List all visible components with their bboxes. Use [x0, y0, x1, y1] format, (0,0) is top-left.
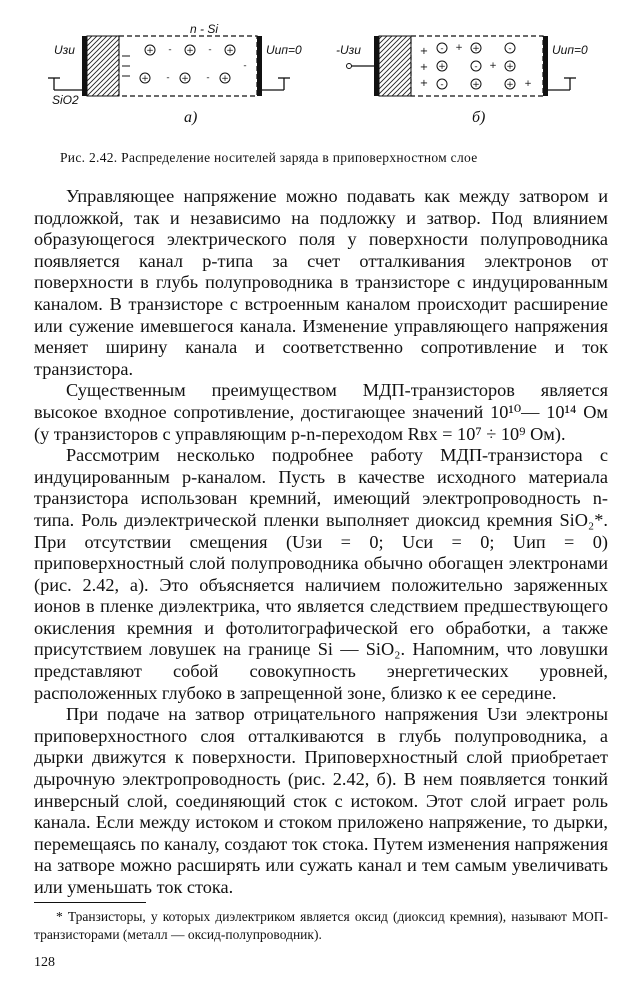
page-number: 128: [34, 955, 55, 970]
svg-text:+: +: [419, 62, 429, 73]
substrate-electrode-b: [543, 36, 548, 96]
svg-text:+: +: [146, 46, 154, 56]
svg-text:+: +: [506, 80, 514, 90]
substrate-voltage-label-b: Uип=0: [552, 43, 588, 57]
svg-text:+: +: [419, 46, 429, 57]
svg-text:+: +: [186, 46, 194, 56]
footnote: * Транзисторы, у которых диэлектриком является оксид (диоксид кремния), называют МОП-транзисторами (металл — оксид-полупроводник).: [34, 909, 608, 942]
svg-text:+: +: [489, 61, 497, 71]
svg-text:-: -: [206, 73, 210, 83]
gate-electrode-b: [374, 36, 379, 96]
paragraph: Рассмотрим несколько подробнее работу МДП-транзистора с индуцированным p-каналом. Пусть в качестве исходного материала транзистора использован кремний, имеющий электропроводность n-типа. Роль диэлектрической пленки выполняет диоксид кремния SiO₂*. При отсутствии смещения (Uзи = 0; Uси = 0; Uип = 0) приповерхностный слой полупроводника обычно обогащен электронами (рис. 2.42, а). Это объясняется наличием положительно заряженных ионов в пленке диэлектрика, что является следствием предшествующего окисления кремния и фотолитографической его обработки, а также присутствием ловушек на границе Si — SiO₂. Напомним, что ловушки представляют собой совокупность энергетических уровней, расположенных глубоко в запрещенной зоне, близко к ее середине.: [34, 445, 608, 703]
diagram-a: [48, 22, 302, 126]
subfigure-label-b: б): [472, 109, 486, 126]
svg-text:+: +: [181, 74, 189, 84]
oxide-label: SiO2: [52, 93, 79, 107]
material-label: n - Si: [190, 22, 219, 36]
svg-text:+: +: [506, 62, 514, 72]
diagram-b: [336, 36, 588, 126]
svg-text:+: +: [455, 43, 463, 53]
svg-text:-: -: [474, 62, 478, 72]
gate-voltage-label-b: -Uзи: [336, 43, 361, 57]
figure-caption: Рис. 2.42. Распределение носителей заряда в приповерхностном слое: [60, 150, 478, 165]
svg-text:-: -: [166, 73, 170, 83]
paragraph: Управляющее напряжение можно подавать как между затвором и подложкой, так и независимо на подложку и затвор. Под влиянием образующегося электрического поля у поверхности полупроводника появляется канал p-типа за счет отталкивания электронов от поверхности в глубь полупроводника в транзисторе с индуцированным каналом. В транзисторе с встроенным каналом происходит расширение или сужение имевшегося канала. Изменение управляющего напряжения меняет ширину канала и соответственно сопротивление и ток транзистора.: [34, 186, 608, 379]
svg-text:-: -: [243, 61, 247, 71]
svg-text:+: +: [141, 74, 149, 84]
svg-text:-: -: [508, 44, 512, 54]
figure-2-42: [40, 8, 600, 138]
gate-electrode-a: [82, 36, 87, 96]
oxide-layer-b: [379, 36, 411, 96]
svg-text:+: +: [226, 46, 234, 56]
svg-text:+: +: [472, 44, 480, 54]
svg-text:-: -: [168, 45, 172, 55]
footnote-divider: [34, 902, 146, 903]
svg-text:+: +: [438, 62, 446, 72]
substrate-voltage-label-a: Uип=0: [266, 43, 302, 57]
svg-text:+: +: [221, 74, 229, 84]
svg-text:+: +: [472, 80, 480, 90]
svg-text:-: -: [208, 45, 212, 55]
substrate-electrode-a: [257, 36, 262, 96]
gate-voltage-label-a: Uзи: [54, 43, 75, 57]
paragraph: Существенным преимуществом МДП-транзисторов является высокое входное сопротивление, достигающее значений 10¹⁰— 10¹⁴ Ом (у транзисторов с управляющим p-n-переходом Rвх = 10⁷ ÷ 10⁹ Ом).: [34, 380, 608, 444]
body-text: [34, 186, 608, 899]
subfigure-label-a: а): [184, 109, 198, 126]
oxide-layer-a: [87, 36, 119, 96]
paragraph: При подаче на затвор отрицательного напряжения Uзи электроны приповерхностного слоя отталкиваются в глубь полупроводника, а дырки движутся к поверхности. Приповерхностный слой приобретает дырочную электропроводность (рис. 2.42, б). В нем появляется тонкий инверсный слой, соединяющий сток с истоком. Этот слой играет роль канала. Если между истоком и стоком приложено напряжение, то дырки, перемещаясь по каналу, создают ток стока. Путем изменения напряжения на затворе можно расширять или сужать канал и тем самым увеличивать или уменьшать ток стока.: [34, 704, 608, 897]
svg-text:+: +: [419, 78, 429, 89]
svg-text:-: -: [440, 44, 444, 54]
svg-text:+: +: [524, 79, 532, 89]
svg-text:-: -: [440, 80, 444, 90]
